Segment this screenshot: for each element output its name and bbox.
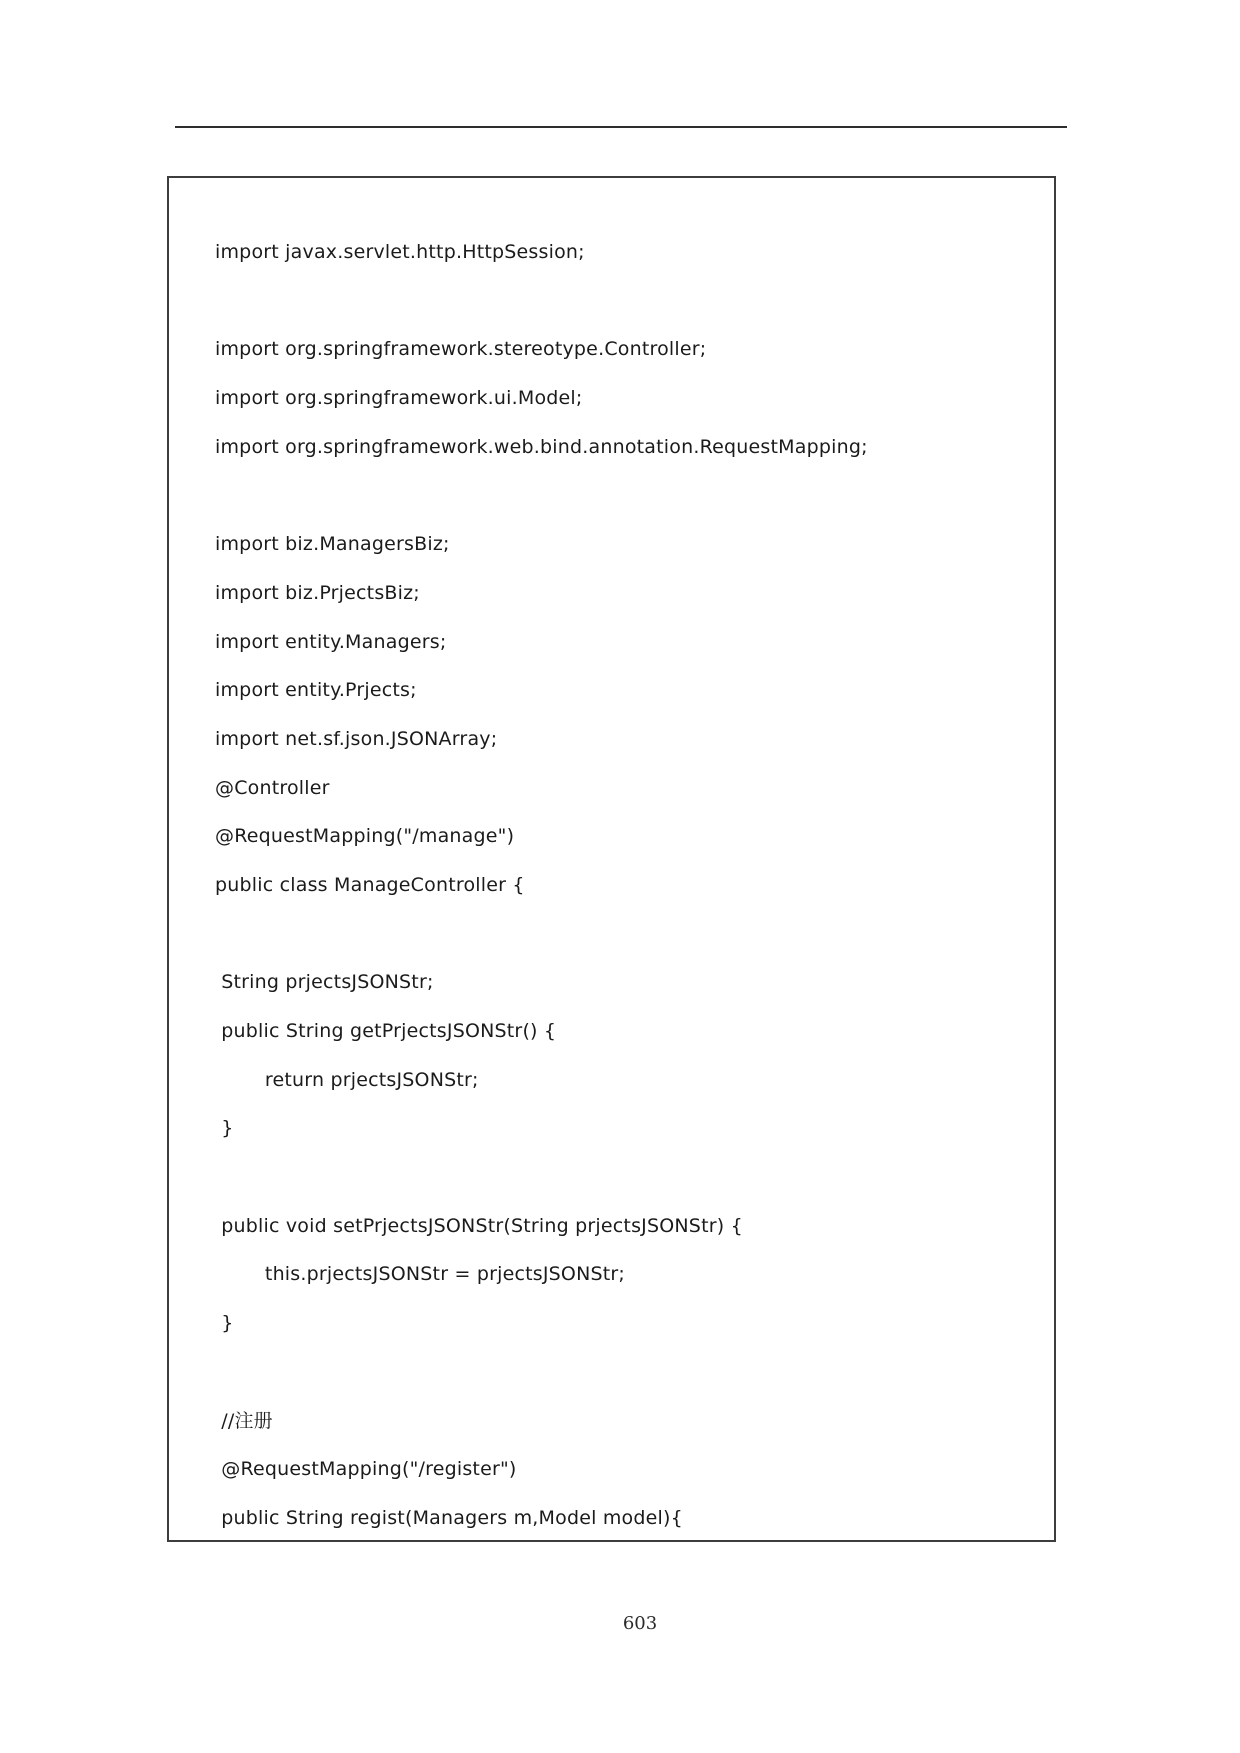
code-line xyxy=(215,471,1050,520)
page-number: 603 xyxy=(622,1613,658,1634)
code-line: public String getPrjectsJSONStr() { xyxy=(215,1020,557,1042)
code-line xyxy=(215,910,1050,959)
code-line: public void setPrjectsJSONStr(String prjectsJSONStr) { xyxy=(215,1214,743,1237)
header-rule xyxy=(175,126,1067,128)
code-line: import net.sf.json.JSONArray; xyxy=(215,727,498,750)
code-line: } xyxy=(215,1312,234,1335)
code-line: import entity.Managers; xyxy=(215,630,447,653)
code-line: import biz.ManagersBiz; xyxy=(215,533,450,556)
code-line: public class ManageController { xyxy=(215,873,525,896)
code-text xyxy=(215,228,1050,1543)
code-line: public String regist(Managers m,Model model){ xyxy=(215,1506,683,1529)
code-line: import org.springframework.ui.Model; xyxy=(215,387,583,410)
code-line xyxy=(215,277,1050,326)
code-line: @Controller xyxy=(215,776,330,799)
code-line: import javax.servlet.http.HttpSession; xyxy=(215,241,585,263)
code-line: import entity.Prjects; xyxy=(215,679,417,702)
code-line: return prjectsJSONStr; xyxy=(215,1068,479,1091)
code-line: this.prjectsJSONStr = prjectsJSONStr; xyxy=(215,1263,626,1286)
code-line: String prjectsJSONStr; xyxy=(215,971,434,994)
code-line: import biz.PrjectsBiz; xyxy=(215,581,420,604)
code-line: } xyxy=(215,1117,234,1140)
code-line xyxy=(215,1153,1050,1202)
code-line: import org.springframework.web.bind.annotation.RequestMapping; xyxy=(215,435,868,458)
code-line: import org.springframework.stereotype.Controller; xyxy=(215,338,707,361)
code-line: @RequestMapping("/manage") xyxy=(215,825,515,848)
code-line: @RequestMapping("/register") xyxy=(215,1458,517,1481)
code-line xyxy=(215,1348,1050,1397)
code-box xyxy=(167,176,1056,1542)
code-line: //注册 xyxy=(215,1409,273,1432)
